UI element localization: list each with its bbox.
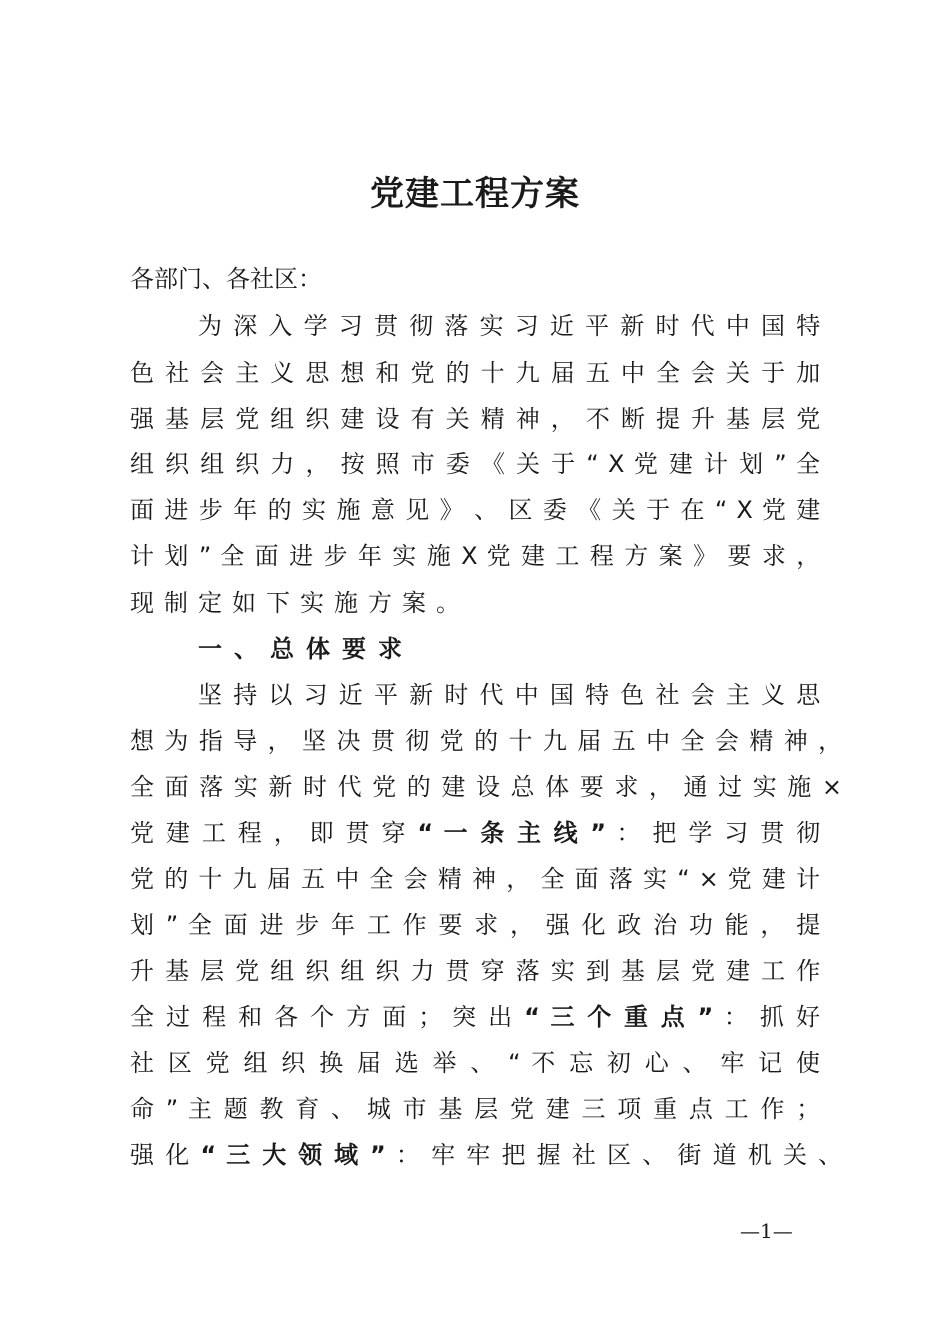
paragraph-line: 面 进 步 年 的 实 施 意 见 》 、 区 委 《 关 于 在 “ X 党 建 bbox=[130, 496, 821, 524]
paragraph-line: 全 面 落 实 新 时 代 党 的 建 设 总 体 要 求 ， 通 过 实 施 × bbox=[130, 773, 842, 801]
paragraph-line: 现制定如下实施方案。 bbox=[130, 589, 470, 617]
paragraph-line: 党 的 十 九 届 五 中 全 会 精 神 ， 全 面 落 实 “ × 党 建 计 bbox=[130, 865, 821, 893]
paragraph-line: 组 织 组 织 力 ， 按 照 市 委 《 关 于 “ X 党 建 计 划 ” 全 bbox=[130, 450, 820, 478]
paragraph-line: 色 社 会 主 义 思 想 和 党 的 十 九 届 五 中 全 会 关 于 加 bbox=[130, 359, 821, 387]
page-number: —1— bbox=[740, 1219, 793, 1243]
paragraph-line bbox=[130, 1140, 842, 1170]
line-text: 全 过 程 和 各 个 方 面 ； 突 出 bbox=[130, 1003, 515, 1031]
bold-phrase: “ 三 个 重 点 ” bbox=[524, 1003, 714, 1031]
line-text: 强 化 bbox=[130, 1141, 191, 1169]
bold-phrase: “ 一 条 主 线 ” bbox=[417, 819, 606, 847]
document-title: 党建工程方案 bbox=[370, 174, 580, 214]
salutation: 各部门、各社区： bbox=[130, 265, 322, 293]
paragraph-line: 计 划 ” 全 面 进 步 年 实 施 X 党 建 工 程 方 案 》 要 求 ， bbox=[130, 542, 821, 570]
paragraph-line: 社 区 党 组 织 换 届 选 举 、 “ 不 忘 初 心 、 牢 记 使 bbox=[130, 1049, 820, 1077]
line-text: ： 抓 好 bbox=[723, 1003, 820, 1031]
paragraph-line bbox=[130, 818, 820, 848]
paragraph-line: 想 为 指 导 ， 坚 决 贯 彻 党 的 十 九 届 五 中 全 会 精 神 ， bbox=[130, 727, 843, 755]
paragraph-line: 坚 持 以 习 近 平 新 时 代 中 国 特 色 社 会 主 义 思 bbox=[198, 681, 821, 709]
line-text: ： 把 学 习 贯 彻 bbox=[616, 819, 821, 847]
paragraph-line: 升 基 层 党 组 织 组 织 力 贯 穿 落 实 到 基 层 党 建 工 作 bbox=[130, 957, 821, 985]
bold-phrase: “ 三 大 领 域 ” bbox=[200, 1141, 386, 1169]
paragraph-line bbox=[130, 1002, 820, 1032]
section-heading: 一、总体要求 bbox=[198, 635, 414, 663]
paragraph-line: 命 ” 主 题 教 育 、 城 市 基 层 党 建 三 项 重 点 工 作 ； bbox=[130, 1095, 821, 1123]
paragraph-line: 为 深 入 学 习 贯 彻 落 实 习 近 平 新 时 代 中 国 特 bbox=[198, 312, 821, 340]
paragraph-line: 划 ” 全 面 进 步 年 工 作 要 求 ， 强 化 政 治 功 能 ， 提 bbox=[130, 911, 821, 939]
paragraph-line: 强 基 层 党 组 织 建 设 有 关 精 神 ， 不 断 提 升 基 层 党 bbox=[130, 405, 821, 433]
line-text: 党 建 工 程 ， 即 贯 穿 bbox=[130, 819, 408, 847]
line-text: ： 牢 牢 把 握 社 区 、 街 道 机 关 、 bbox=[395, 1141, 843, 1169]
